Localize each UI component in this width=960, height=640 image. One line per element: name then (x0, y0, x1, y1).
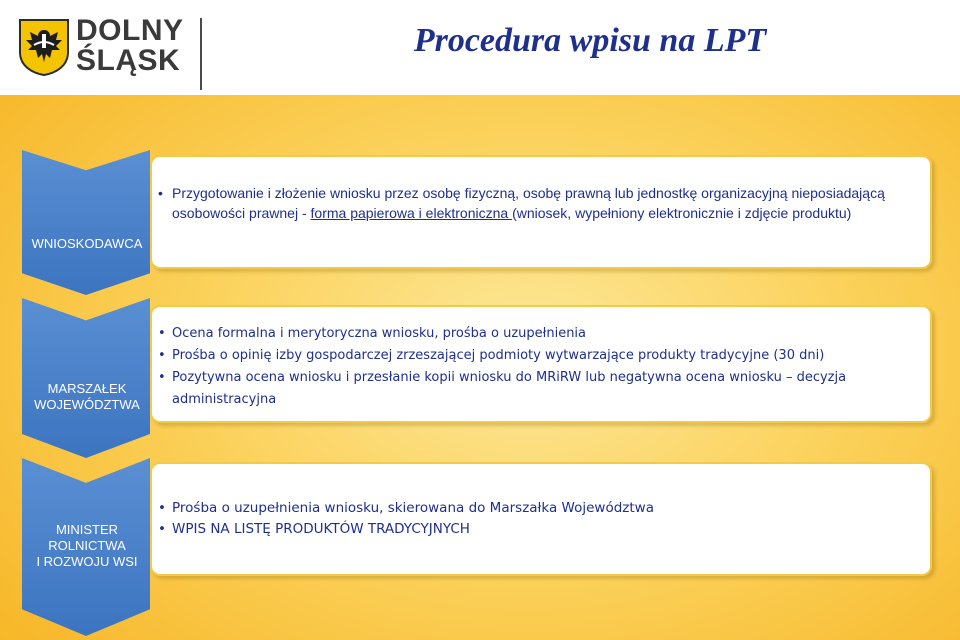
header (0, 0, 960, 95)
step-bullets (152, 464, 930, 540)
chevron-step-marszalek (22, 298, 150, 458)
list-item (156, 183, 916, 223)
step-label-line: WOJEWÓDZTWA (34, 397, 140, 412)
list-item: • Pozytywna ocena wniosku i przesłanie kopii wniosku do MRiRW lub negatywna ocena wniosku – decyzja administracyjna (156, 367, 920, 411)
step-box-wnioskodawca (150, 155, 932, 269)
list-item: • Prośba o uzupełnienia wniosku, skierowana do Marszałka Województwa (156, 498, 920, 519)
step-label-line: I ROZWOJU WSI (36, 554, 138, 569)
step-label-line: MINISTER (55, 522, 119, 537)
step-bullets (152, 157, 930, 223)
step-box-minister (150, 462, 932, 576)
step-label-minister (26, 522, 148, 570)
logo-line1: DOLNY (76, 14, 184, 47)
logo-text (76, 16, 184, 76)
dolny-slask-logo (14, 14, 204, 84)
step-bullets (152, 307, 930, 411)
bullet-text: (wniosek, wypełniony elektronicznie i zdjęcie produktu) (512, 205, 852, 221)
step-label-line: WNIOSKODAWCA (31, 236, 143, 251)
step-label-wnioskodawca (26, 236, 148, 252)
bullet-text: Przygotowanie i złożenie wniosku przez osobę fizyczną, osobę prawną lub jednostkę organizacyjną nieposiadającą osobowości prawnej - (172, 185, 885, 221)
step-label-line: MARSZAŁEK (47, 381, 127, 396)
forma-link[interactable]: forma papierowa i elektroniczna (310, 205, 513, 221)
step-label-line: ROLNICTWA (48, 538, 126, 553)
list-item: • WPIS NA LISTĘ PRODUKTÓW TRADYCYJNYCH (156, 519, 920, 540)
eagle-crest-icon (18, 18, 70, 76)
logo-line2: ŚLĄSK (76, 44, 181, 77)
list-item: • Prośba o opinię izby gospodarczej zrzeszającej podmioty wytwarzające produkty tradycyjne (30 dni) (156, 345, 920, 367)
list-item: • Ocena formalna i merytoryczna wniosku, prośba o uzupełnienia (156, 323, 920, 345)
page-title: Procedura wpisu na LPT (413, 22, 767, 59)
step-box-marszalek (150, 305, 932, 423)
chevron-step-wnioskodawca (22, 150, 150, 295)
step-label-marszalek (26, 381, 148, 413)
logo-divider (200, 18, 202, 90)
